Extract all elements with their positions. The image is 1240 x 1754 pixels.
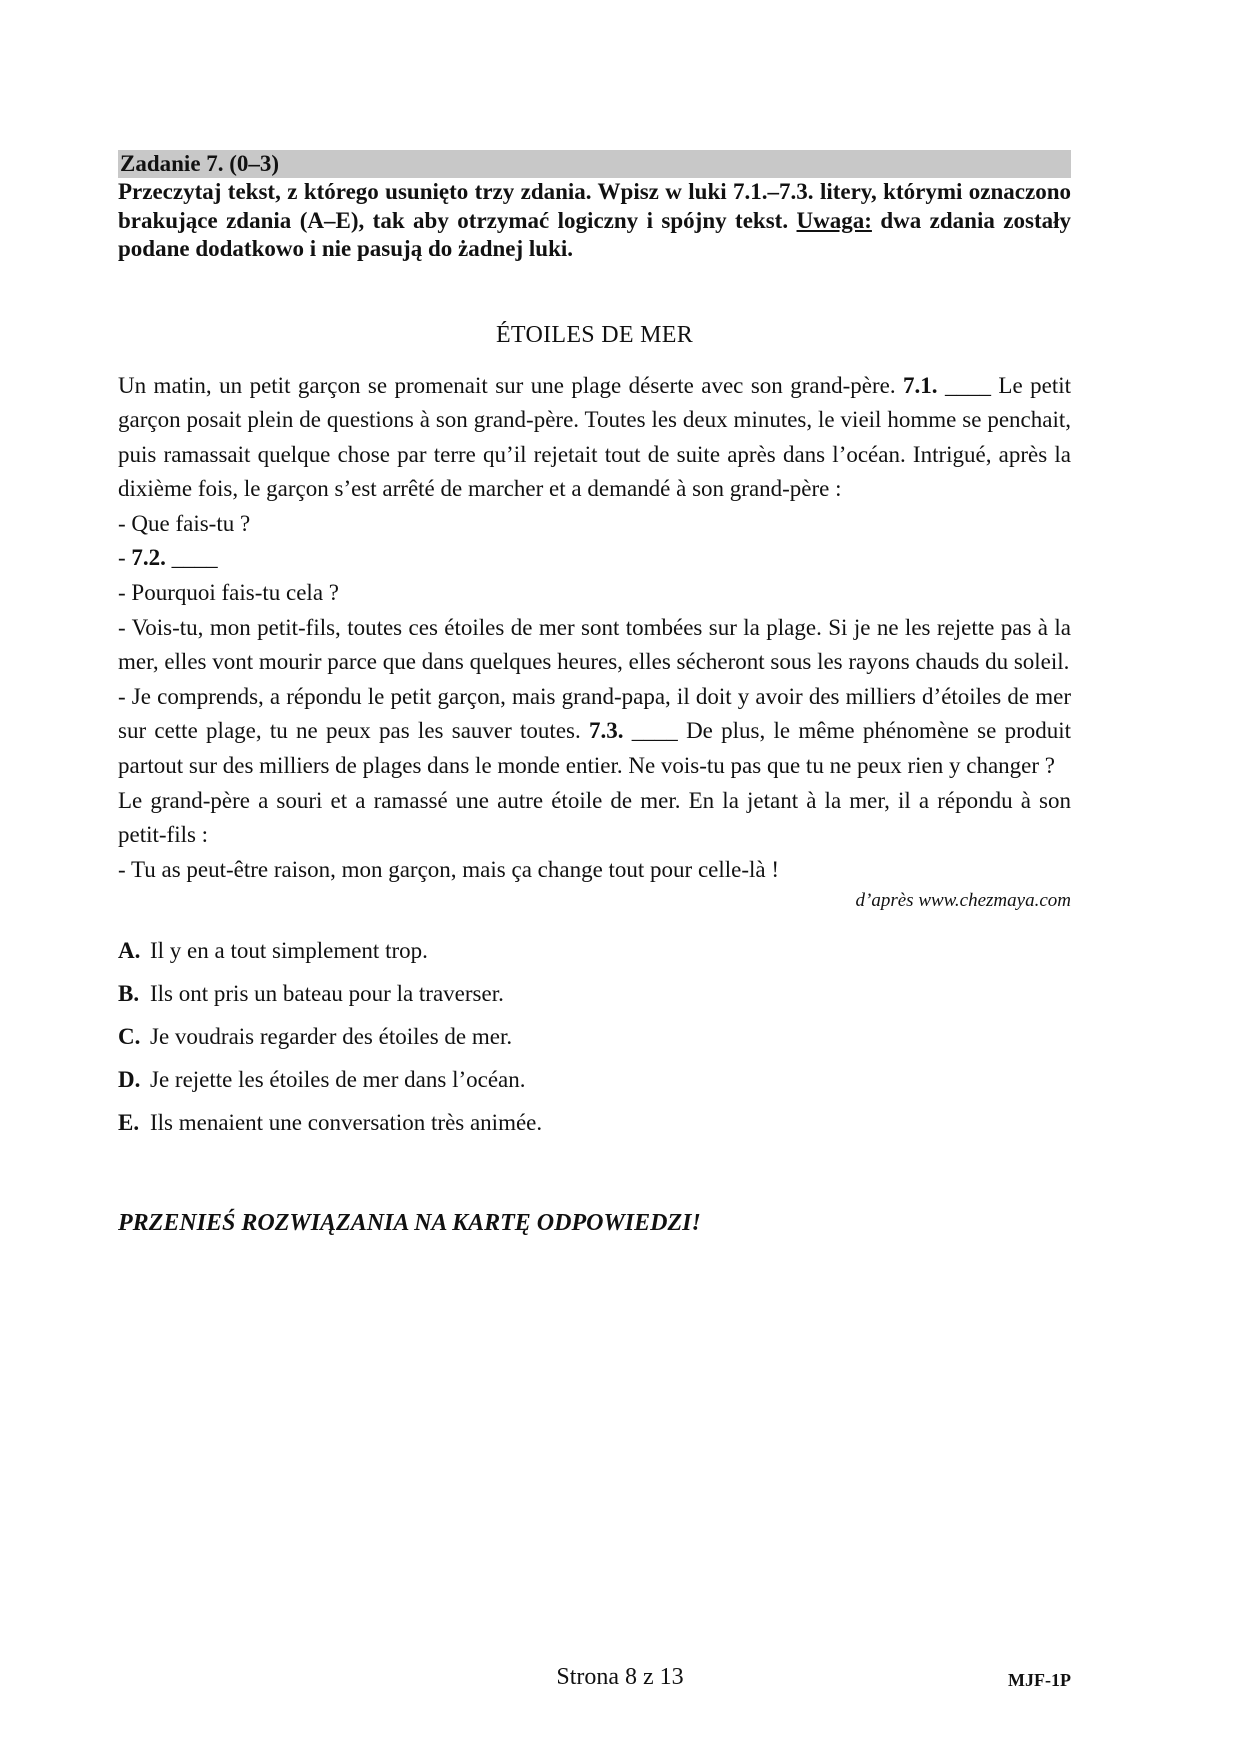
story-line-gap-7-2: - 7.2. ____ (118, 545, 218, 571)
story-line-why: - Pourquoi fais-tu cela ? (118, 580, 339, 606)
option-a: A. Il y en a tout simplement trop. (118, 938, 428, 964)
option-d: D. Je rejette les étoiles de mer dans l’océan. (118, 1067, 526, 1093)
story-paragraph-answer: - Vois-tu, mon petit-fils, toutes ces étoiles de mer sont tombées sur la plage. Si je ne les rejette pas à la mer, elles vont mourir parce que dans quelques heures, elles sécheront sous les rayons chauds du soleil. (118, 614, 1071, 675)
story-title: ÉTOILES DE MER (495, 321, 694, 348)
story-text (118, 369, 1071, 888)
story-paragraph-boy: - Je comprends, a répondu le petit garçon, mais grand-papa, il doit y avoir des milliers d’étoiles de mer sur cette plage, tu ne peux pas les sauver toutes. 7.3. ____ De plus, le même phénomène se produit partout sur des milliers de plages dans le monde entier. Ne vois-tu pas que tu ne peux rien y changer ? (118, 683, 1072, 779)
story-paragraph-grandpa: Le grand-père a souri et a ramassé une autre étoile de mer. En la jetant à la mer, il a répondu à son petit-fils : (118, 787, 1071, 848)
gap-7-2-blank: ____ (165, 545, 218, 571)
story-source: d’après www.chezmaya.com (855, 890, 1071, 912)
task-instruction (118, 178, 1071, 264)
option-c: C. Je voudrais regarder des étoiles de mer. (118, 1024, 513, 1050)
gap-7-3-blank: ____ (623, 718, 678, 744)
gap-7-2-label: 7.2. (131, 545, 166, 571)
story-paragraph-1: Un matin, un petit garçon se promenait sur une plage déserte avec son grand-père. 7.1. ____ Le petit garçon posait plein de questions à son grand-père. Toutes les deux minutes, le vieil homme se penchait, puis ramassait quelque chose par terre qu’il rejetait tout de suite après dans l’océan. Intrigué, après la dixième fois, le garçon s’est arrêté de marcher et a demandé à son grand-père : (118, 372, 1072, 502)
note-text: dwa zdania zostały podane dodatkowo i nie pasują do żadnej luki. (118, 207, 1072, 261)
exam-code: MJF-1P (1008, 1670, 1071, 1690)
gap-7-1-blank: ____ (937, 372, 991, 398)
gap-7-3-label: 7.3. (589, 718, 624, 744)
story-line-final: - Tu as peut-être raison, mon garçon, mais ça change tout pour celle-là ! (118, 856, 780, 882)
answer-options (118, 937, 1071, 1137)
instruction-main: Przeczytaj tekst, z którego usunięto trzy zdania. Wpisz w luki 7.1.–7.3. litery, którymi oznaczono brakujące zdania (A–E), tak aby otrzymać logiczny i spójny tekst. (118, 179, 1071, 233)
gap-7-1-label: 7.1. (903, 372, 938, 398)
option-b: B. Ils ont pris un bateau pour la traverser. (118, 981, 504, 1007)
task-header: Zadanie 7. (0–3) (118, 150, 1071, 178)
note-label: Uwaga: (796, 207, 872, 233)
page-number: Strona 8 z 13 (556, 1664, 684, 1690)
exam-page (118, 150, 1071, 1237)
option-e: E. Ils menaient une conversation très animée. (118, 1110, 543, 1136)
transfer-note: PRZENIEŚ ROZWIĄZANIA NA KARTĘ ODPOWIEDZI! (118, 1210, 701, 1237)
story-line-question: - Que fais-tu ? (118, 510, 251, 536)
